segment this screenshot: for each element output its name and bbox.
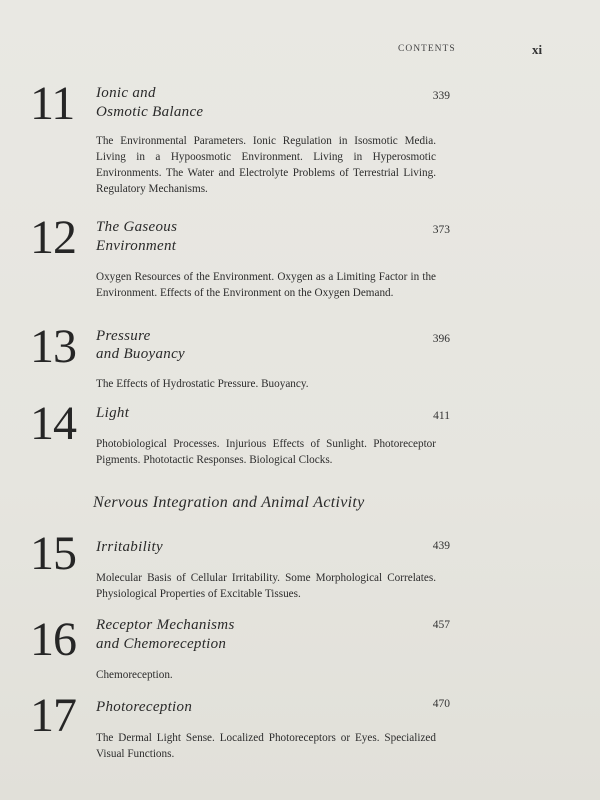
chapter-number: 17 [30, 689, 76, 742]
chapter-title-line-1: Photoreception [96, 699, 193, 715]
chapter-page: 470 [432, 698, 450, 710]
chapter-page: 439 [432, 540, 450, 552]
chapter-title-line-1: Ionic and [96, 85, 156, 101]
chapter-page: 411 [433, 410, 450, 422]
chapter-number: 16 [30, 613, 76, 666]
part-heading: Nervous Integration and Animal Activity [93, 494, 365, 511]
chapter-page: 339 [432, 90, 450, 102]
chapter-description: The Effects of Hydrostatic Pressure. Buoyancy. [96, 378, 309, 390]
running-head: CONTENTS [398, 44, 456, 54]
chapter-title-line-2: and Chemoreception [96, 636, 227, 652]
chapter-title-line-1: The Gaseous [96, 219, 178, 235]
chapter-title-line-1: Pressure [96, 328, 151, 344]
chapter-description: Molecular Basis of Cellular Irritability. Some Morphological Correlates. Physiological Properties of Excitable Tissues. [96, 572, 436, 600]
chapter-title-line-1: Light [96, 405, 130, 421]
chapter-page: 457 [432, 619, 450, 631]
chapter-description: Photobiological Processes. Injurious Effects of Sunlight. Photoreceptor Pigments. Phototactic Responses. Biological Clocks. [96, 438, 436, 466]
chapter-title-line-1: Receptor Mechanisms [96, 617, 235, 633]
chapter-number: 12 [30, 211, 76, 264]
chapter-description: The Dermal Light Sense. Localized Photoreceptors or Eyes. Specialized Visual Functions. [96, 732, 436, 760]
chapter-title-line-1: Irritability [96, 539, 163, 555]
chapter-number: 11 [30, 77, 75, 130]
chapter-page: 373 [432, 224, 450, 236]
chapter-number: 14 [30, 397, 76, 450]
chapter-number: 13 [30, 320, 76, 373]
chapter-description: The Environmental Parameters. Ionic Regulation in Isosmotic Media. Living in a Hypoosmotic Environment. Living in Hyperosmotic Environments. The Water and Electrolyte Problems of Terrestrial Living. Regulatory Mechanisms. [96, 135, 436, 195]
chapter-page: 396 [432, 333, 450, 345]
chapter-number: 15 [30, 527, 76, 580]
page-folio: xi [532, 42, 543, 57]
chapter-description: Oxygen Resources of the Environment. Oxygen as a Limiting Factor in the Environment. Effects of the Environment on the Oxygen Demand. [96, 271, 436, 299]
chapter-title-line-2: Environment [96, 238, 177, 254]
chapter-title-line-2: and Buoyancy [96, 346, 185, 362]
chapter-title-line-2: Osmotic Balance [96, 104, 204, 120]
chapter-description: Chemoreception. [96, 669, 173, 681]
